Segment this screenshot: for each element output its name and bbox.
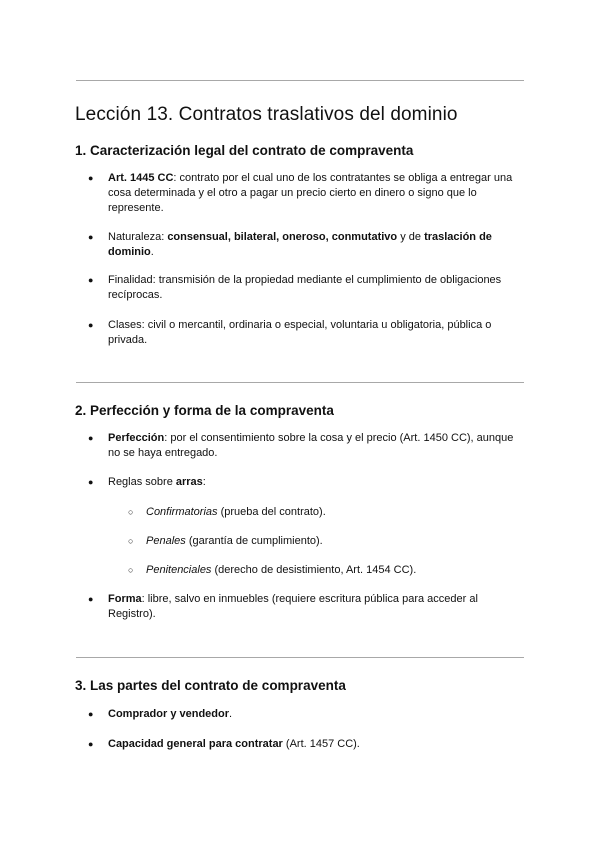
sub-list-item: ○ Penitenciales (derecho de desistimiento, Art. 1454 CC). [128,564,417,576]
bullet-icon: ● [88,275,94,285]
circle-bullet-icon: ○ [128,507,134,517]
bullet-icon: ● [88,594,94,604]
bullet-icon: ● [88,320,94,330]
list-item: ● Capacidad general para contratar (Art. 1457 CC). [88,738,360,750]
list-item: ● Art. 1445 CC: contrato por el cual uno de los contratantes se obliga a entregar una cosa determinada y el otro a pagar un precio cierto en dinero o signo que lo represente. [88,172,513,214]
list-item: ● Naturaleza: consensual, bilateral, oneroso, conmutativo y de traslación de dominio. [88,231,492,258]
horizontal-rule [76,382,524,383]
bullet-icon: ● [88,709,94,719]
sub-list-item: ○ Confirmatorias (prueba del contrato). [128,506,326,518]
section-heading-2: 2. Perfección y forma de la compraventa [75,403,334,418]
horizontal-rule [76,657,524,658]
list-item: ● Finalidad: transmisión de la propiedad mediante el cumplimiento de obligaciones recíprocas. [88,274,502,301]
horizontal-rule [76,80,524,81]
section-heading-1: 1. Caracterización legal del contrato de compraventa [75,143,414,158]
bullet-icon: ● [88,232,94,242]
page-title: Lección 13. Contratos traslativos del dominio [75,104,458,125]
bullet-icon: ● [88,433,94,443]
bullet-icon: ● [88,477,94,487]
sub-list-item: ○ Penales (garantía de cumplimiento). [128,535,323,547]
list-item: ● Clases: civil o mercantil, ordinaria o especial, voluntaria u obligatoria, pública o privada. [88,319,492,346]
section-heading-3: 3. Las partes del contrato de compraventa [75,678,346,693]
list-item: ● Perfección: por el consentimiento sobre la cosa y el precio (Art. 1450 CC), aunque no se haya entregado. [88,432,514,459]
list-item: ● Forma: libre, salvo en inmuebles (requiere escritura pública para acceder al Registro). [88,593,478,620]
circle-bullet-icon: ○ [128,565,134,575]
list-item: ● Reglas sobre arras: [88,476,206,488]
bullet-icon: ● [88,739,94,749]
list-item: ● Comprador y vendedor. [88,708,233,720]
circle-bullet-icon: ○ [128,536,134,546]
bullet-icon: ● [88,173,94,183]
